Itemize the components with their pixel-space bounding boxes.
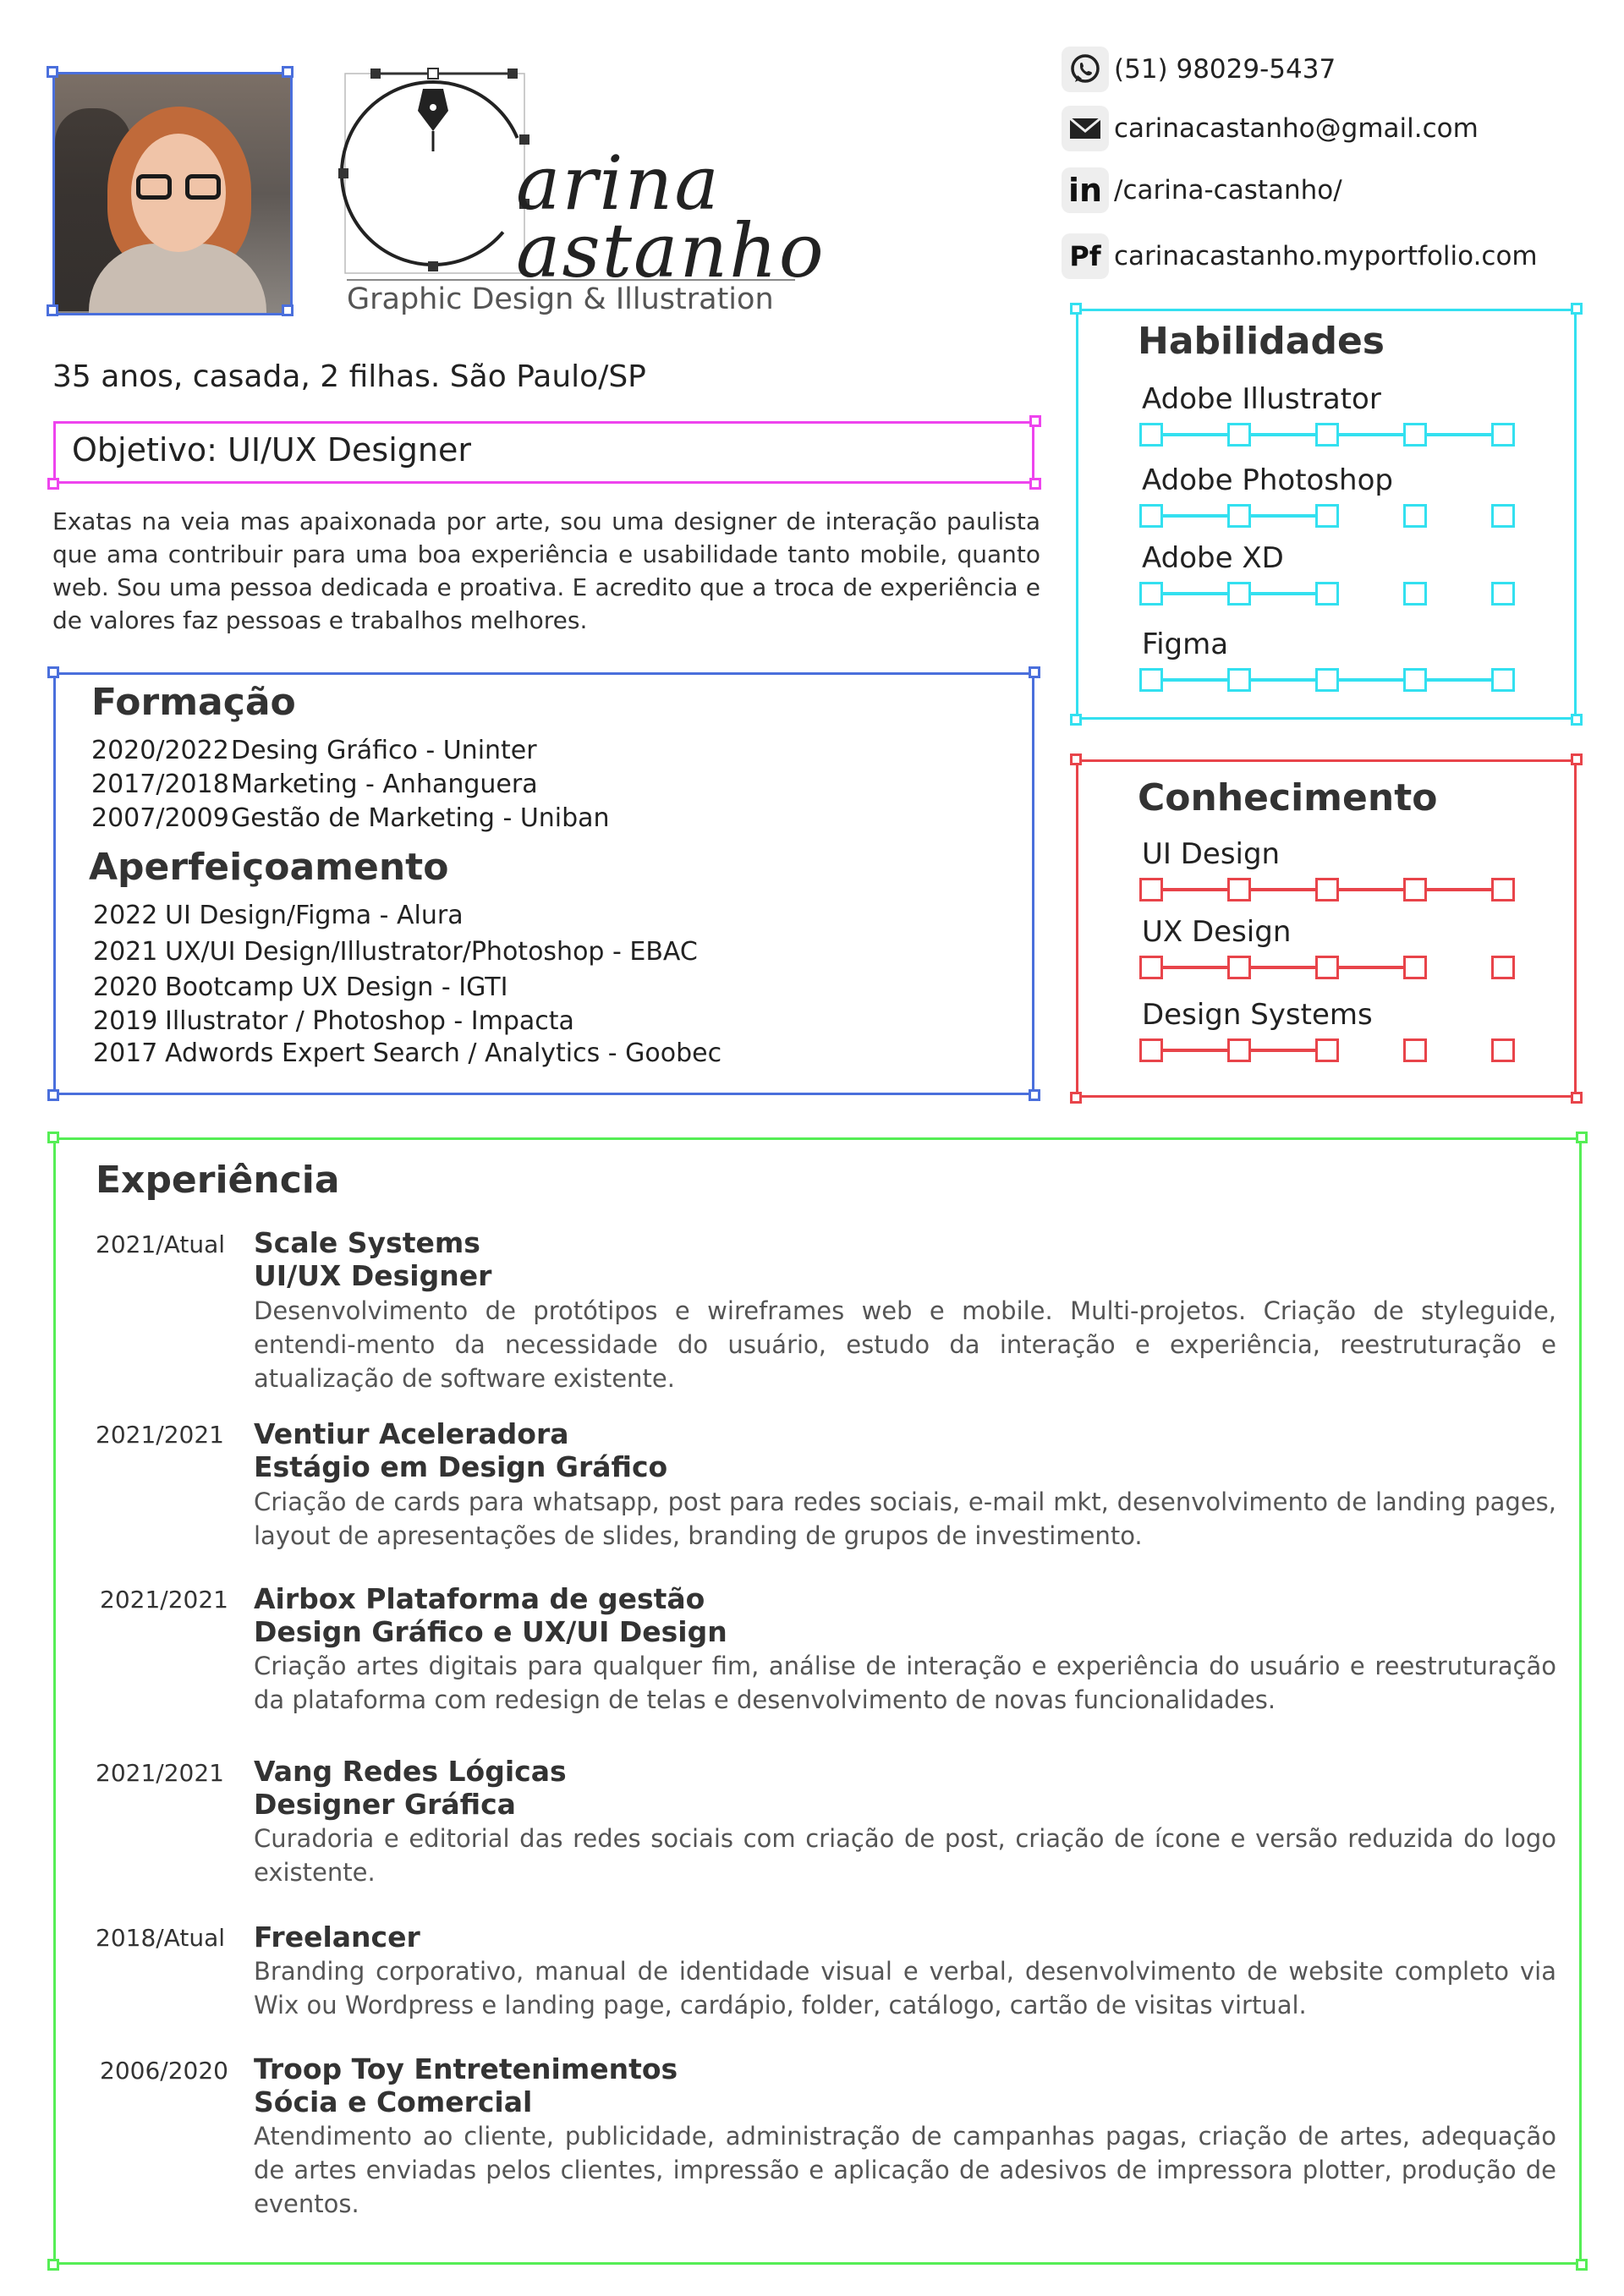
email-icon (1062, 106, 1109, 151)
skills-level-node (1403, 582, 1427, 606)
objective: Objetivo: UI/UX Designer (72, 431, 471, 469)
experience-handle (1576, 2259, 1588, 2271)
knowledge-handle (1571, 753, 1583, 765)
skills-label: Figma (1142, 627, 1229, 661)
experience-title: Experiência (96, 1159, 340, 1202)
experience-role: Sócia e Comercial (254, 2085, 533, 2118)
tagline: Graphic Design & Illustration (347, 279, 795, 316)
knowledge-level-node (1315, 878, 1339, 901)
knowledge-level-node (1227, 956, 1251, 979)
knowledge-level-node (1139, 1038, 1163, 1062)
experience-date: 2006/2020 (100, 2057, 228, 2085)
knowledge-level-fill (1139, 966, 1415, 969)
experience-role: Designer Gráfica (254, 1788, 516, 1821)
skills-level-node (1491, 423, 1515, 447)
skills-level-node (1315, 504, 1339, 528)
knowledge-level-node (1139, 878, 1163, 901)
knowledge-level-node (1403, 1038, 1427, 1062)
knowledge-level-node (1491, 956, 1515, 979)
experience-description: Branding corporativo, manual de identidade visual e verbal, desenvolvimento de website completo via Wix ou Wordpress e landing page, cardápio, folder, catálogo, cartão de visitas virtual. (254, 1957, 1556, 2019)
experience-company: Scale Systems (254, 1226, 480, 1259)
experience-date: 2021/2021 (100, 1586, 228, 1614)
knowledge-level-node (1491, 1038, 1515, 1062)
knowledge-level-node (1139, 956, 1163, 979)
education-handle (1029, 1089, 1040, 1101)
skills-level-bar (1139, 582, 1515, 606)
experience-company: Ventiur Aceleradora (254, 1417, 569, 1450)
experience-company: Freelancer (254, 1921, 420, 1954)
skills-level-node (1139, 668, 1163, 692)
experience-description: Criação de cards para whatsapp, post para redes sociais, e-mail mkt, desenvolvimento de landing pages, layout de apresentações de slides, branding de grupos de investimento. (254, 1488, 1556, 1550)
contact-portfolio[interactable]: Pf carinacastanho.myportfolio.com (1062, 233, 1538, 279)
skills-handle (1070, 714, 1082, 726)
objective-handle (1029, 478, 1041, 490)
education-item: 2017/2018Marketing - Anhanguera (91, 770, 538, 799)
skills-handle (1571, 303, 1583, 315)
skills-label: Adobe Photoshop (1142, 463, 1393, 497)
experience-handle (47, 2259, 59, 2271)
courses-title: Aperfeiçoamento (89, 846, 449, 889)
photo-handle (47, 66, 58, 78)
personal-info: 35 anos, casada, 2 filhas. São Paulo/SP (52, 359, 646, 394)
experience-company: Airbox Plataforma de gestão (254, 1582, 705, 1615)
skills-level-bar (1139, 423, 1515, 447)
skills-level-node (1139, 582, 1163, 606)
experience-description: Curadoria e editorial das redes sociais com criação de post, criação de ícone e versão reduzida do logo existente. (254, 1824, 1556, 1887)
experience-date: 2021/2021 (96, 1759, 224, 1787)
photo-handle (47, 304, 58, 316)
knowledge-level-bar (1139, 956, 1515, 979)
skills-level-node (1403, 423, 1427, 447)
experience-handle (47, 1132, 59, 1143)
skills-level-node (1403, 668, 1427, 692)
photo-handle (282, 66, 294, 78)
contact-phone[interactable]: (51) 98029-5437 (1062, 47, 1336, 92)
contact-email[interactable]: carinacastanho@gmail.com (1062, 106, 1479, 151)
skills-level-node (1491, 582, 1515, 606)
education-title: Formação (91, 681, 296, 724)
whatsapp-icon (1062, 47, 1109, 92)
skills-level-node (1227, 504, 1251, 528)
knowledge-level-node (1315, 956, 1339, 979)
education-handle (1029, 666, 1040, 678)
profile-photo (52, 72, 293, 315)
knowledge-handle (1070, 753, 1082, 765)
skills-level-node (1227, 668, 1251, 692)
knowledge-handle (1070, 1092, 1082, 1104)
experience-role: UI/UX Designer (254, 1259, 492, 1292)
skills-level-node (1139, 423, 1163, 447)
experience-date: 2018/Atual (96, 1924, 226, 1952)
experience-description: Criação artes digitais para qualquer fim, análise de interação e experiência do usuário e reestruturação da plataforma com redesign de telas e desenvolvimento de novas funcionalidades. (254, 1652, 1556, 1714)
skills-level-node (1403, 504, 1427, 528)
logo-pen-tool-icon (338, 63, 541, 283)
knowledge-title: Conhecimento (1138, 776, 1438, 819)
portfolio-icon: Pf (1062, 233, 1109, 279)
course-item: 2022 UI Design/Figma - Alura (93, 901, 464, 930)
knowledge-handle (1571, 1092, 1583, 1104)
objective-handle (47, 478, 59, 490)
skills-handle (1070, 303, 1082, 315)
skills-level-node (1315, 668, 1339, 692)
experience-description: Desenvolvimento de protótipos e wireframes web e mobile. Multi-projetos. Criação de styleguide, entendi-mento da necessidade do usuário, estudo da interação e experiência, reestruturação e atualização de software existente. (254, 1296, 1556, 1393)
knowledge-level-bar (1139, 878, 1515, 901)
skills-level-node (1227, 423, 1251, 447)
course-item: 2020 Bootcamp UX Design - IGTI (93, 973, 508, 1002)
education-handle (47, 666, 59, 678)
experience-company: Troop Toy Entretenimentos (254, 2052, 678, 2085)
skills-level-node (1491, 504, 1515, 528)
knowledge-level-node (1227, 1038, 1251, 1062)
objective-handle (1029, 415, 1041, 427)
experience-date: 2021/2021 (96, 1421, 224, 1449)
skills-level-node (1139, 504, 1163, 528)
experience-date: 2021/Atual (96, 1230, 226, 1258)
course-item: 2017 Adwords Expert Search / Analytics - Goobec (93, 1038, 722, 1068)
knowledge-label: UX Design (1142, 915, 1292, 949)
knowledge-level-bar (1139, 1038, 1515, 1062)
about-text: Exatas na veia mas apaixonada por arte, sou uma designer de interação paulista que ama contribuir para uma boa experiência e usabilidade tanto mobile, quanto web. Sou uma pessoa dedicada e proativa. E acredito que a troca de experiência e de valores faz pessoas e trabalhos melhores. (52, 507, 1040, 634)
skills-title: Habilidades (1138, 320, 1385, 363)
skills-level-node (1315, 423, 1339, 447)
course-item: 2019 Illustrator / Photoshop - Impacta (93, 1006, 574, 1036)
knowledge-level-node (1403, 878, 1427, 901)
experience-description: Atendimento ao cliente, publicidade, administração de campanhas pagas, criação de artes, adequação de artes enviadas pelos clientes, impressão e aplicação de adesivos de impressora plotter, produção de eventos. (254, 2122, 1556, 2218)
logo-name-first: arina (516, 140, 721, 227)
knowledge-level-node (1315, 1038, 1339, 1062)
photo-handle (282, 304, 294, 316)
course-item: 2021 UX/UI Design/Illustrator/Photoshop - EBAC (93, 937, 698, 967)
skills-level-node (1227, 582, 1251, 606)
education-handle (47, 1089, 59, 1101)
knowledge-label: UI Design (1142, 837, 1281, 871)
logo-name-last: astanho (516, 207, 826, 294)
experience-role: Estágio em Design Gráfico (254, 1450, 668, 1483)
skills-level-bar (1139, 504, 1515, 528)
skills-label: Adobe Illustrator (1142, 382, 1381, 416)
knowledge-level-node (1491, 878, 1515, 901)
knowledge-level-node (1403, 956, 1427, 979)
experience-company: Vang Redes Lógicas (254, 1755, 567, 1788)
linkedin-icon: in (1062, 167, 1109, 213)
knowledge-level-node (1227, 878, 1251, 901)
skills-level-node (1315, 582, 1339, 606)
skills-handle (1571, 714, 1583, 726)
skills-label: Adobe XD (1142, 541, 1284, 575)
knowledge-label: Design Systems (1142, 998, 1373, 1032)
experience-handle (1576, 1132, 1588, 1143)
skills-level-node (1491, 668, 1515, 692)
skills-level-bar (1139, 668, 1515, 692)
experience-role: Design Gráfico e UX/UI Design (254, 1615, 727, 1648)
contact-linkedin[interactable]: in /carina-castanho/ (1062, 167, 1342, 213)
education-item: 2007/2009Gestão de Marketing - Uniban (91, 803, 610, 833)
education-item: 2020/2022Desing Gráfico - Uninter (91, 736, 537, 765)
